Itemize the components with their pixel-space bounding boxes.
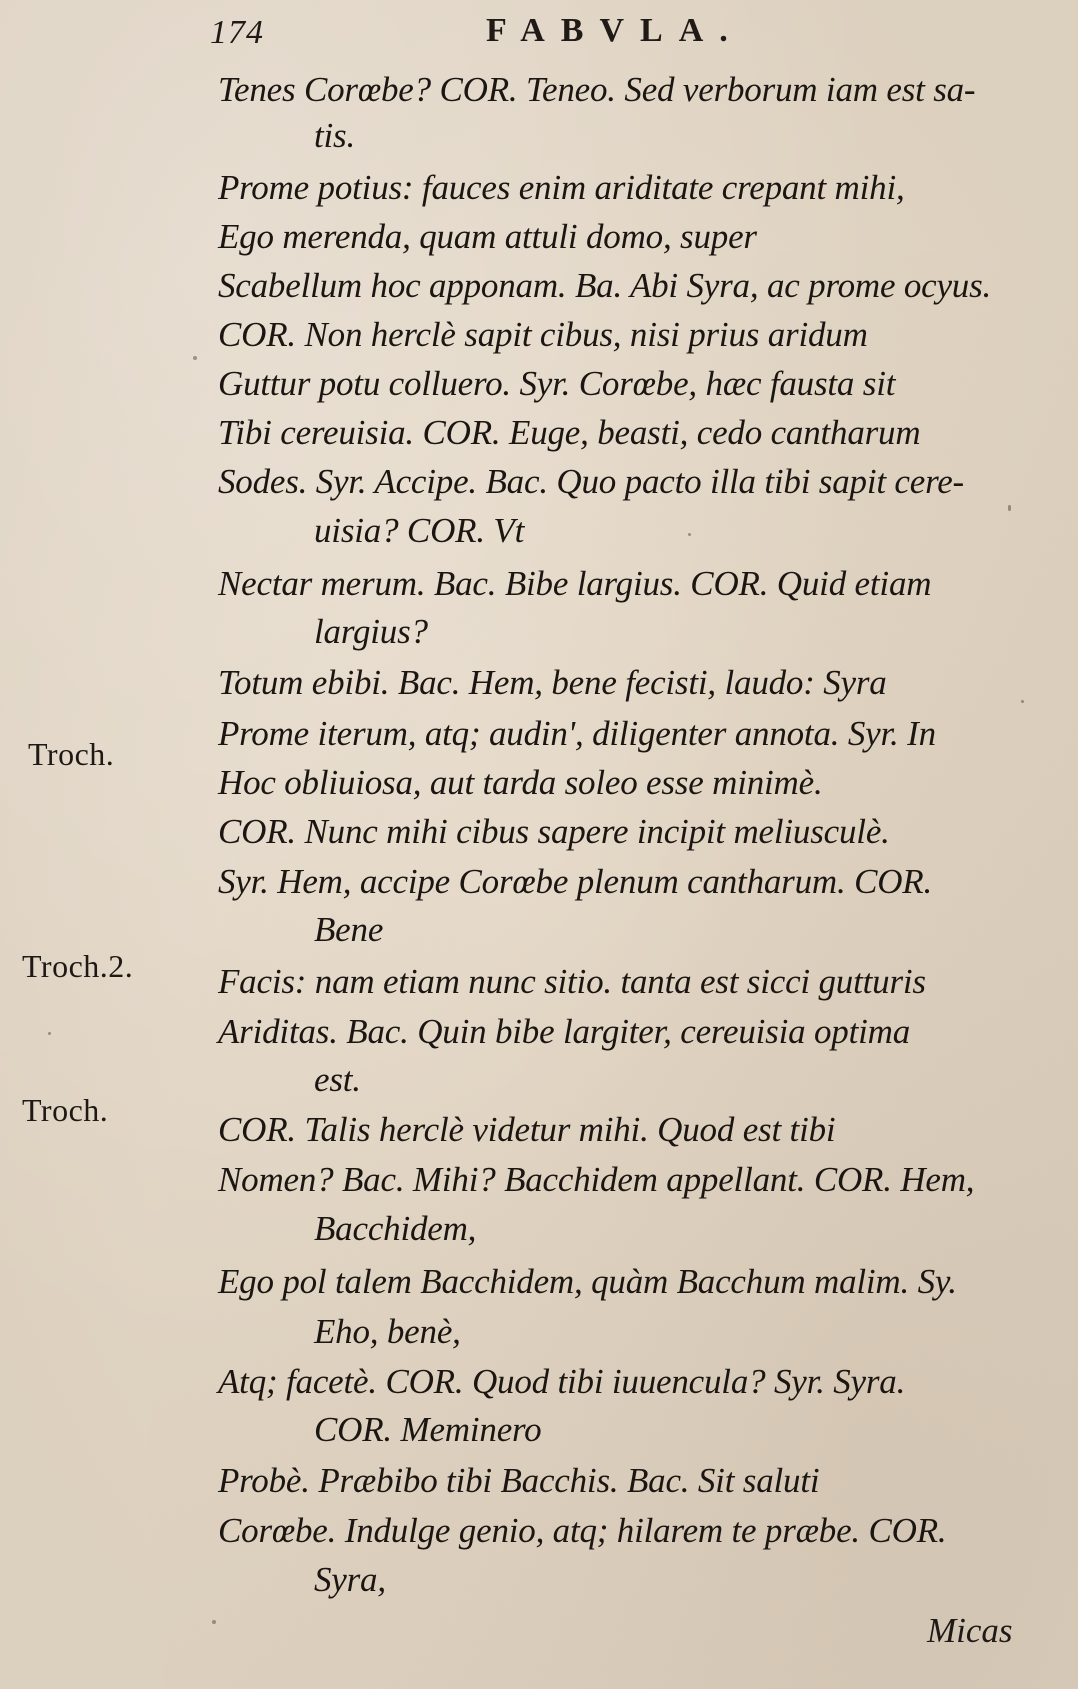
text-line: Totum ebibi. Bac. Hem, bene fecisti, laudo: Syra [218,663,887,702]
text-line: Scabellum hoc apponam. Ba. Abi Syra, ac prome ocyus. [218,266,992,305]
text-line: COR. Nunc mihi cibus sapere incipit meliusculè. [218,812,890,851]
paper-speck [1021,700,1024,703]
text-line: Atq; facetè. COR. Quod tibi iuuencula? Syr. Syra. [218,1362,906,1401]
text-line: COR. Non herclè sapit cibus, nisi prius aridum [218,315,868,354]
catchword: Micas [927,1611,1013,1650]
text-line: Tibi cereuisia. COR. Euge, beasti, cedo cantharum [218,413,921,452]
paper-speck [688,533,691,536]
text-line: Bacchidem, [314,1209,477,1248]
text-line: Syr. Hem, accipe Corœbe plenum cantharum. COR. [218,862,933,901]
text-line: Ego pol talem Bacchidem, quàm Bacchum malim. Sy. [218,1262,957,1301]
text-line: Probè. Præbibo tibi Bacchis. Bac. Sit saluti [218,1461,820,1500]
text-line: Prome potius: fauces enim ariditate crepant mihi, [218,168,905,207]
text-line: Prome iterum, atq; audin', diligenter annota. Syr. In [218,714,936,753]
margin-note: Troch. [28,736,115,772]
running-head: FABVLA. [486,12,744,49]
text-line: Corœbe. Indulge genio, atq; hilarem te præbe. COR. [218,1511,947,1550]
text-line: Facis: nam etiam nunc sitio. tanta est sicci gutturis [218,962,926,1001]
text-line: Nectar merum. Bac. Bibe largius. COR. Quid etiam [218,564,932,603]
text-line: COR. Talis herclè videtur mihi. Quod est tibi [218,1110,836,1149]
text-line: Bene [314,910,384,949]
text-line: Syra, [314,1560,386,1599]
paper-speck [1008,505,1011,511]
text-line: COR. Meminero [314,1410,542,1449]
text-line: Ariditas. Bac. Quin bibe largiter, cereuisia optima [218,1012,911,1051]
margin-note: Troch.2. [22,948,134,984]
text-line: Sodes. Syr. Accipe. Bac. Quo pacto illa tibi sapit cere- [218,462,964,501]
text-line: Hoc obliuiosa, aut tarda soleo esse minimè. [218,763,823,802]
text-line: Guttur potu colluero. Syr. Corœbe, hæc fausta sit [218,364,896,403]
text-line: tis. [314,116,356,155]
text-line: Tenes Corœbe? COR. Teneo. Sed verborum iam est sa- [218,70,976,109]
text-line: largius? [314,612,428,651]
text-line: est. [314,1060,361,1099]
paper-speck [212,1620,216,1624]
page-number: 174 [210,14,264,51]
text-line: uisia? COR. Vt [314,511,525,550]
text-line: Ego merenda, quam attuli domo, super [218,217,757,256]
margin-note: Troch. [22,1092,109,1128]
text-line: Eho, benè, [314,1312,461,1351]
paper-speck [48,1032,51,1035]
text-line: Nomen? Bac. Mihi? Bacchidem appellant. COR. Hem, [218,1160,975,1199]
paper-speck [193,356,197,360]
